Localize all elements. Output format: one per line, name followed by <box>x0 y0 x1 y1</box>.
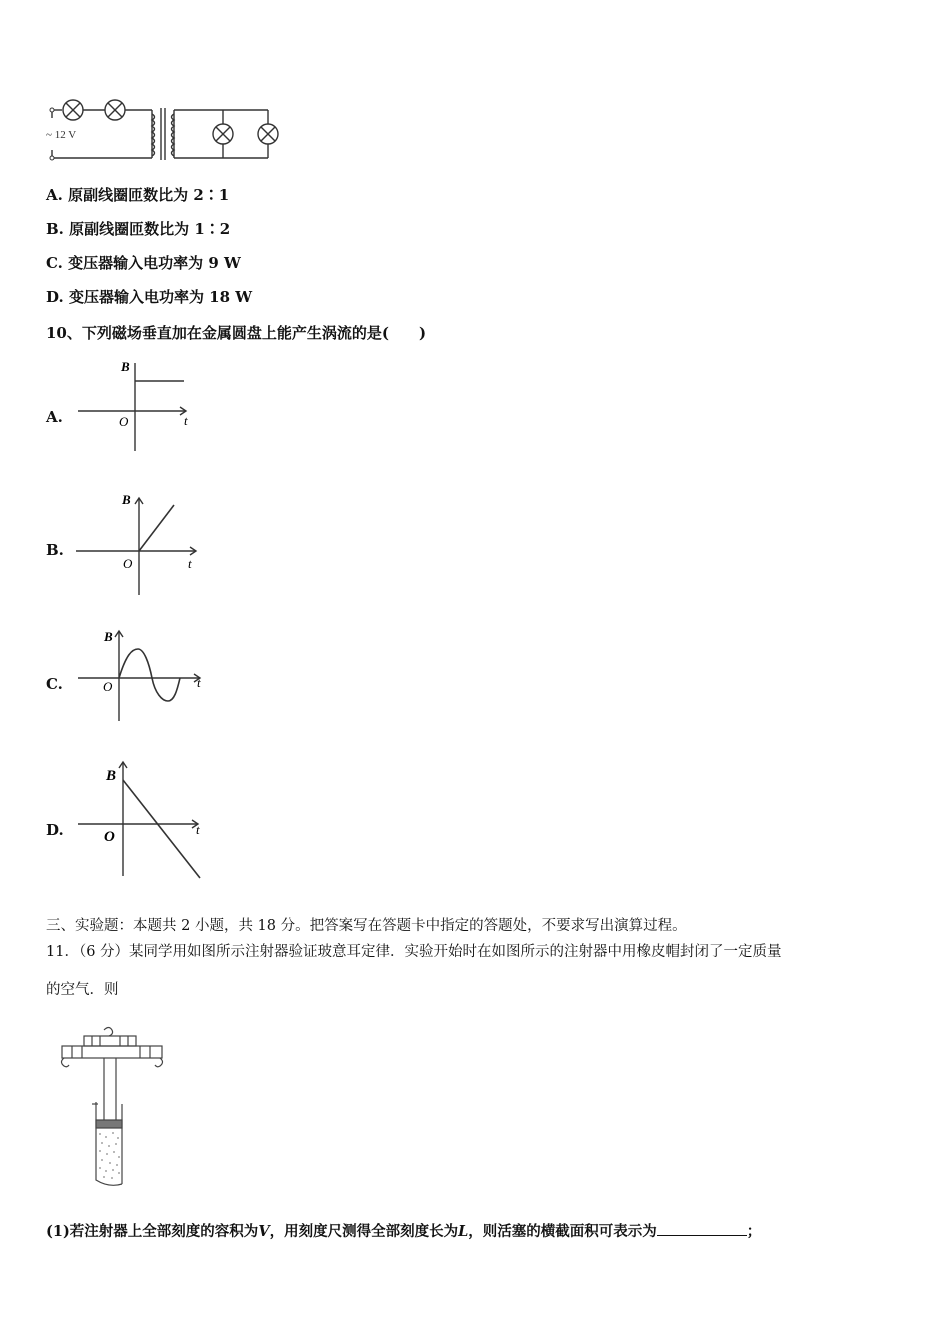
q10-graph-c <box>74 625 214 725</box>
q9-option-d[interactable] <box>46 287 252 307</box>
q11-subquestion-1: (1)若注射器上全部刻度的容积为V，用刻度尺测得全部刻度长为L，则活塞的横截面积可表示为 ； <box>46 1223 762 1240</box>
volume-symbol: V <box>258 1223 270 1240</box>
origin-label: O <box>104 829 115 845</box>
option-text: 变压器输入电功率为 9 W <box>68 254 241 272</box>
q9-option-a[interactable] <box>46 185 229 205</box>
option-letter: A. <box>46 186 63 204</box>
q9-option-b[interactable] <box>46 219 230 239</box>
source-voltage-label: ~ 12 V <box>46 129 77 141</box>
q10-graph-a <box>74 355 204 455</box>
q10-stem: 10、下列磁场垂直加在金属圆盘上能产生涡流的是( ) <box>46 324 427 342</box>
q9-option-c[interactable] <box>46 253 241 273</box>
origin-label: O <box>119 414 129 429</box>
answer-blank[interactable] <box>657 1221 747 1236</box>
length-symbol: L <box>458 1223 469 1240</box>
option-text: 变压器输入电功率为 18 W <box>68 288 253 306</box>
q10-option-c-label[interactable]: C. <box>46 675 63 693</box>
option-letter: C. <box>46 254 63 272</box>
syringe-figure <box>56 1024 168 1188</box>
axis-x-label: t <box>197 675 201 690</box>
option-text: 原副线圈匝数比为 2∶1 <box>68 186 230 204</box>
q10-option-b-label[interactable]: B. <box>46 541 64 559</box>
axis-x-label: t <box>188 556 192 571</box>
axis-y-label: B <box>106 768 117 784</box>
q10-graph-d <box>74 758 214 882</box>
q11-stem-line-2: 的空气．则 <box>46 982 119 998</box>
section-3-heading: 三、实验题：本题共 2 小题，共 18 分。把答案写在答题卡中指定的答题处，不要求写出演算过程。 <box>46 918 687 934</box>
origin-label: O <box>123 556 133 571</box>
option-letter: B. <box>46 220 64 238</box>
q10-option-a-label[interactable]: A. <box>46 408 63 426</box>
origin-label: O <box>103 679 113 694</box>
transformer-circuit-figure <box>40 92 280 172</box>
q11-stem-line-1: 11．（6 分）某同学用如图所示注射器验证玻意耳定律．实验开始时在如图所示的注射器中用橡皮帽封闭了一定质量 <box>46 944 782 960</box>
axis-x-label: t <box>196 822 200 837</box>
q10-graph-b <box>74 488 204 598</box>
axis-y-label: B <box>121 359 130 374</box>
option-text: 原副线圈匝数比为 1∶2 <box>69 220 231 238</box>
q10-option-d-label[interactable]: D. <box>46 821 64 839</box>
axis-x-label: t <box>184 413 188 428</box>
option-letter: D. <box>46 288 64 306</box>
axis-y-label: B <box>104 629 113 644</box>
axis-y-label: B <box>122 492 131 507</box>
